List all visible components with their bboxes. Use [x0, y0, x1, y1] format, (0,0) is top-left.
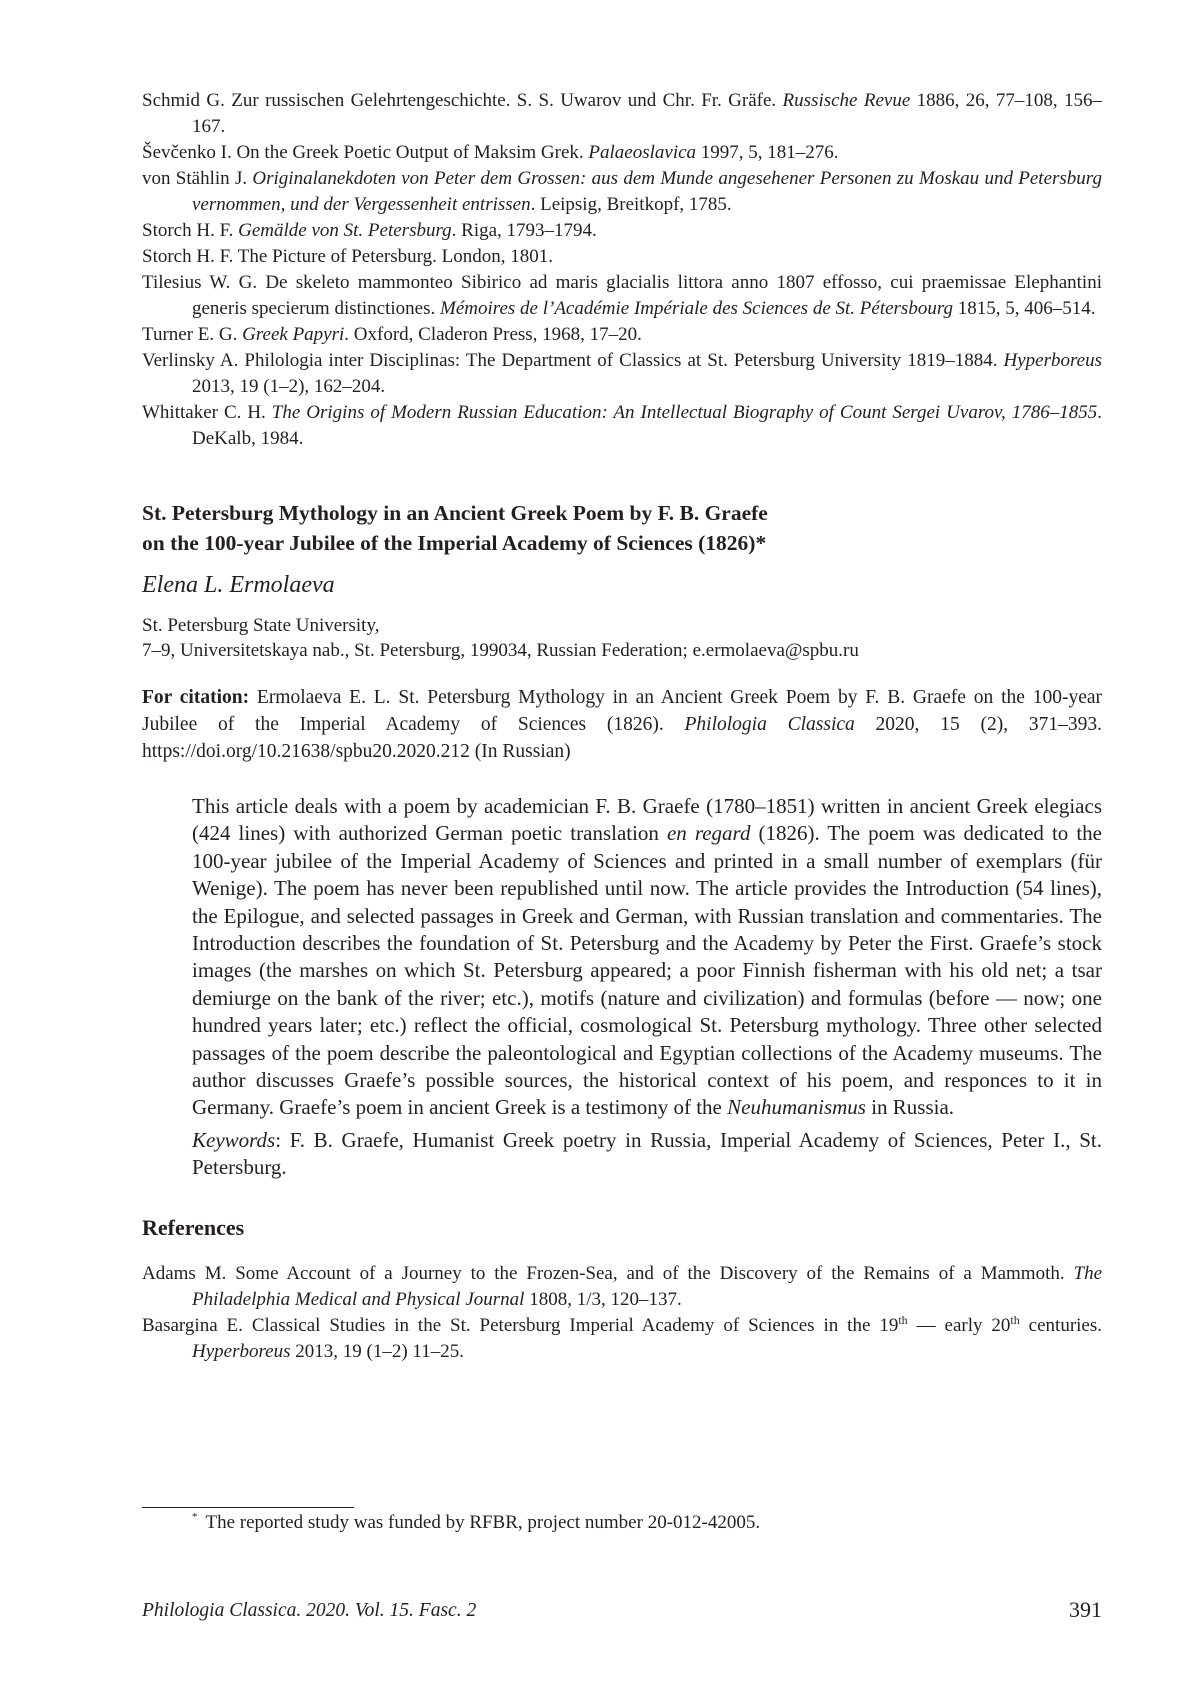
ref-text: 1808, 1/3, 120–137.: [524, 1288, 682, 1310]
page-footer: [142, 1597, 1102, 1622]
ref-text: Adams M. Some Account of a Journey to the Frozen-Sea, and of the Discovery of the Remains of a Mammoth.: [142, 1262, 1074, 1284]
reference-item: [142, 1313, 1102, 1365]
affiliation-line: St. Petersburg State University,: [142, 615, 380, 636]
ref-italic: Gemälde von St. Petersburg: [238, 220, 452, 241]
keywords-label: Keywords: [192, 1127, 276, 1152]
ref-italic: Mémoires de l’Académie Impériale des Sciences de St. Pétersbourg: [440, 298, 954, 319]
ref-text: Schmid G. Zur russischen Gelehrtengeschichte. S. S. Uwarov und Chr. Fr. Gräfe.: [142, 90, 783, 111]
reference-item: [142, 218, 1102, 244]
reference-item: [142, 88, 1102, 140]
ref-text: Ševčenko I. On the Greek Poetic Output of Maksim Grek.: [142, 142, 589, 163]
ref-text: 2013, 19 (1–2) 11–25.: [290, 1340, 464, 1362]
ref-italic: Hyperboreus: [1003, 350, 1102, 371]
reference-item: [142, 166, 1102, 218]
journal-name: Philologia Classica. 2020. Vol. 15. Fasc. 2: [142, 1600, 477, 1621]
ref-text: von Stählin J.: [142, 168, 253, 189]
footnote-marker: *: [192, 1511, 198, 1523]
affiliation: [142, 613, 1102, 663]
abstract-italic: en regard: [666, 821, 751, 846]
ref-text: Storch H. F.: [142, 220, 239, 241]
ref-italic: The Origins of Modern Russian Education: An Intellectual Biography of Count Sergei Uvarov, 1786–1855: [271, 402, 1098, 423]
references-heading: References: [142, 1214, 245, 1240]
superscript: th: [898, 1312, 908, 1327]
reference-item: [142, 244, 1102, 270]
citation-text: 2020, 15 (2), 371–393. https://doi.org/10.21638/spbu20.2020.212 (In Russian): [142, 714, 1102, 762]
citation-text: Ermolaeva E. L. St. Petersburg Mythology in an Ancient Greek Poem by F. B. Graefe on the 100-year Jubilee of the Imperial Academy of Sciences (1826).: [142, 687, 1103, 735]
reference-item: [142, 348, 1102, 400]
ref-italic: Hyperboreus: [192, 1340, 291, 1362]
abstract-text: (1826). The poem was dedicated to the 100-year jubilee of the Imperial Academy of Sciences and printed in a small number of exemplars (für Wenige). The poem has never been republished until now. The article provides the Introduction (54 lines), the Epilogue, and selected passages in Greek and German, with Russian translation and commentaries. The Introduction describes the foundation of St. Petersburg and the Academy by Peter the First. Graefe’s stock images (the marshes on which St. Petersburg appeared; a poor Finnish fisherman with his old net; a tsar demiurge on the bank of the river; etc.), motifs (nature and civilization) and formulas (before — now; one hundred years later; etc.) reflect the official, cosmological St. Petersburg mythology. Three other selected passages of the poem describe the paleontological and Egyptian collections of the Academy museums. The author discusses Graefe’s possible sources, the historical context of his poem, and responces to it in Germany. Graefe’s poem in ancient Greek is a testimony of the: [192, 821, 1102, 1120]
citation-journal: Philologia Classica: [684, 714, 855, 735]
ref-text: . Riga, 1793–1794.: [451, 220, 597, 241]
keywords-text: : F. B. Graefe, Humanist Greek poetry in Russia, Imperial Academy of Sciences, Peter I., St. Petersburg.: [192, 1127, 1102, 1179]
ref-text: 1997, 5, 181–276.: [696, 142, 839, 163]
ref-text: Turner E. G.: [142, 324, 243, 345]
ref-italic: Greek Papyri: [242, 324, 345, 345]
reference-item: [142, 270, 1102, 322]
ref-text: Basargina E. Classical Studies in the St. Petersburg Imperial Academy of Sciences in the 19: [142, 1314, 899, 1336]
ref-text: Storch H. F. The Picture of Petersburg. London, 1801.: [142, 246, 553, 267]
footnote-rule: [142, 1507, 354, 1508]
ref-text: Whittaker C. H.: [142, 402, 272, 423]
reference-item: [142, 140, 1102, 166]
ref-italic: Palaeoslavica: [588, 142, 697, 163]
ref-text: centuries.: [1019, 1314, 1102, 1336]
ref-italic: The Philadelphia Medical and Physical Journal: [192, 1262, 1102, 1310]
title-line: St. Petersburg Mythology in an Ancient Greek Poem by F. B. Graefe: [142, 501, 768, 525]
reference-item: [142, 322, 1102, 348]
ref-text: 1886, 26, 77–108, 156–167.: [192, 90, 1103, 137]
article-title: [142, 498, 1102, 558]
ref-text: 1815, 5, 406–514.: [953, 298, 1096, 319]
author-name: Elena L. Ermolaeva: [142, 572, 335, 598]
ref-text: Verlinsky A. Philologia inter Disciplinas: The Department of Classics at St. Petersburg University 1819–1884.: [142, 350, 1004, 371]
reference-item: [142, 1261, 1102, 1313]
ref-text: — early 20: [907, 1314, 1011, 1336]
abstract-text: This article deals with a poem by academician F. B. Graefe (1780–1851) written in ancient Greek elegiacs (424 lines) with authorized German poetic translation: [192, 794, 1102, 846]
abstract: [192, 793, 1102, 1122]
footnote: [192, 1510, 760, 1536]
abstract-italic: Neuhumanismus: [727, 1095, 866, 1120]
prev-references: [142, 88, 1102, 452]
abstract-text: in Russia.: [865, 1095, 955, 1120]
citation: [142, 684, 1102, 765]
citation-label: For citation:: [142, 687, 250, 708]
footnote-text: The reported study was funded by RFBR, project number 20-012-42005.: [205, 1512, 761, 1533]
superscript: th: [1010, 1312, 1020, 1327]
ref-text: Tilesius W. G. De skeleto mammonteo Sibirico ad maris glacialis littora anno 1807 effosso, cui praemissae Elephantini generis specierum distinctiones.: [142, 272, 1102, 319]
ref-text: 2013, 19 (1–2), 162–204.: [192, 376, 386, 397]
ref-italic: Originalanekdoten von Peter dem Grossen: aus dem Munde angesehener Personen zu Moskau und Petersburg vernommen, und der Vergessenheit entrissen: [192, 168, 1102, 215]
ref-italic: Russische Revue: [782, 90, 911, 111]
title-line: on the 100-year Jubilee of the Imperial Academy of Sciences (1826)*: [142, 531, 767, 555]
reference-item: [142, 400, 1102, 452]
keywords: [192, 1127, 1102, 1181]
page-body: [142, 88, 1102, 1365]
ref-text: . DeKalb, 1984.: [192, 402, 1103, 449]
affiliation-line: 7–9, Universitetskaya nab., St. Petersburg, 199034, Russian Federation; e.ermolaeva@spbu.ru: [142, 640, 859, 661]
page-number: 391: [1069, 1597, 1102, 1622]
ref-text: . Leipsig, Breitkopf, 1785.: [530, 194, 732, 215]
ref-text: . Oxford, Claderon Press, 1968, 17–20.: [344, 324, 642, 345]
